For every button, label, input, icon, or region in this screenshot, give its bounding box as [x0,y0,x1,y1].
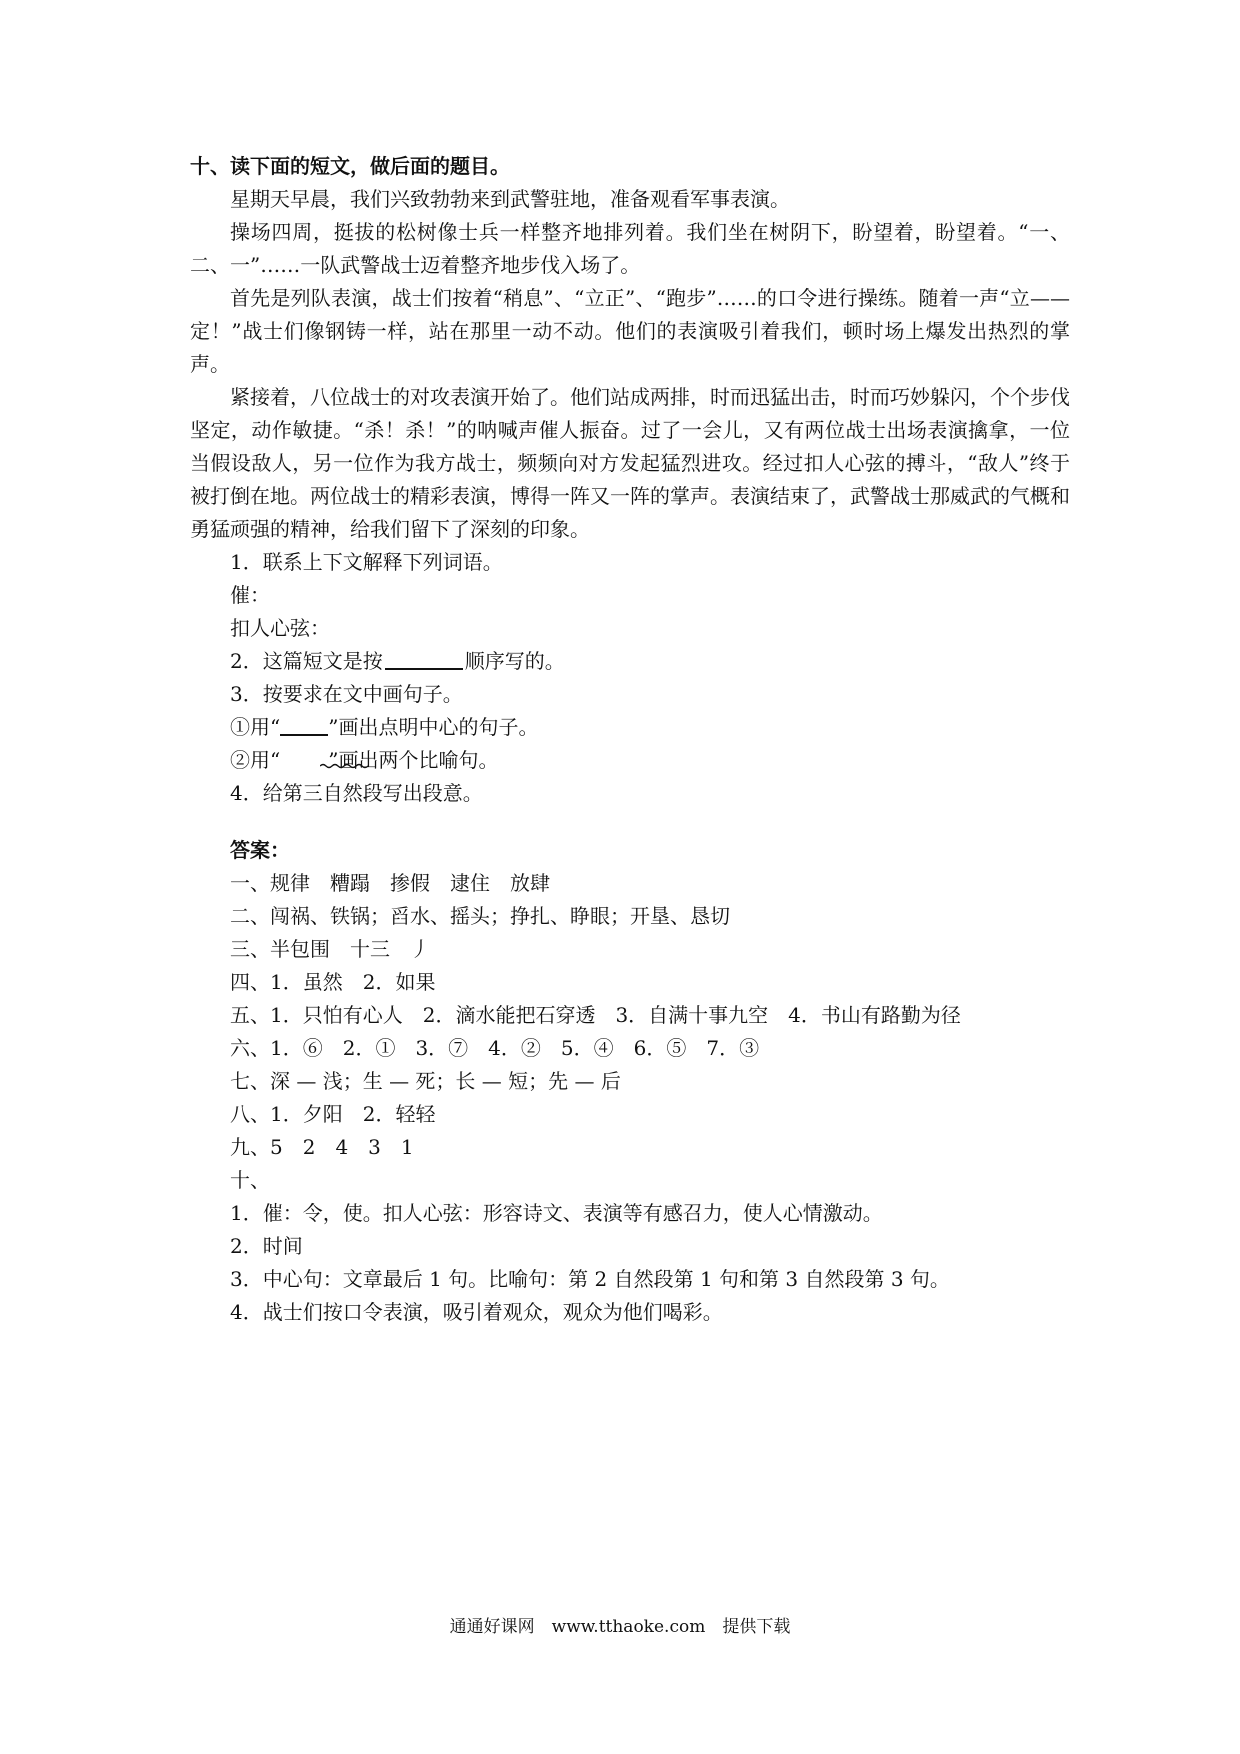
question-4: 4．给第三自然段写出段意。 [230,781,483,805]
passage-paragraph-3: 首先是列队表演，战士们按着“稍息”、“立正”、“跑步”……的口令进行操练。随着一声“立——定！”战士们像钢铸一样，站在那里一动不动。他们的表演吸引着我们，顿时场上爆发出热烈的掌声。 [190,286,1070,376]
question-3-a-suffix: ”画出点明中心的句子。 [328,715,539,739]
question-2 [190,645,1070,678]
answer-blank [385,650,463,670]
answer-line: 六、1．⑥ 2．① 3．⑦ 4．② 5．④ 6．⑤ 7．③ [230,1036,760,1060]
question-3: 3．按要求在文中画句子。 [230,682,463,706]
answer-line: 一、规律 糟蹋 掺假 逮住 放肆 [230,871,550,895]
answer-line: 2．时间 [230,1234,303,1258]
question-2-prefix: 2．这篇短文是按 [230,649,383,673]
document-body [190,150,1070,1329]
question-3-b [190,744,1070,777]
answer-line: 三、半包围 十三 丿 [230,937,430,961]
answer-line: 九、5 2 4 3 1 [230,1135,414,1159]
answers-heading: 答案： [230,838,290,862]
question-1-term-a: 催： [230,583,270,607]
question-2-suffix: 顺序写的。 [464,649,565,673]
passage-paragraph-2: 操场四周，挺拔的松树像士兵一样整齐地排列着。我们坐在树阴下，盼望着，盼望着。“一、二、一”……一队武警战士迈着整齐地步伐入场了。 [190,220,1070,277]
answer-line: 1．催：令，使。扣人心弦：形容诗文、表演等有感召力，使人心情激动。 [230,1201,883,1225]
question-3-b-suffix: ”画出两个比喻句。 [328,748,499,772]
straight-underline-sample [280,716,328,736]
wavy-underline-sample [280,746,328,764]
answer-line: 八、1．夕阳 2．轻轻 [230,1102,436,1126]
answer-line: 十、 [230,1168,270,1192]
answer-line: 四、1．虽然 2．如果 [230,970,436,994]
passage-paragraph-4: 紧接着，八位战士的对攻表演开始了。他们站成两排，时而迅猛出击，时而巧妙躲闪，个个步伐坚定，动作敏捷。“杀！杀！”的呐喊声催人振奋。过了一会儿，又有两位战士出场表演擒拿，一位当假设敌人，另一位作为我方战士，频频向对方发起猛烈进攻。经过扣人心弦的搏斗，“敌人”终于被打倒在地。两位战士的精彩表演，博得一阵又一阵的掌声。表演结束了，武警战士那威武的气概和勇猛顽强的精神，给我们留下了深刻的印象。 [190,385,1070,541]
answer-line: 五、1．只怕有心人 2．滴水能把石穿透 3．自满十事九空 4．书山有路勤为径 [230,1003,961,1027]
answer-line: 4．战士们按口令表演，吸引着观众，观众为他们喝彩。 [230,1300,723,1324]
question-3-a [190,711,1070,744]
answer-line: 二、闯祸、铁锅；舀水、摇头；挣扎、睁眼；开垦、恳切 [230,904,730,928]
question-1-term-b: 扣人心弦： [230,616,330,640]
section-heading: 十、读下面的短文，做后面的题目。 [190,154,510,178]
answer-line: 3．中心句：文章最后 1 句。比喻句：第 2 自然段第 1 句和第 3 自然段第 3 句。 [230,1267,950,1291]
answer-line: 七、深 — 浅；生 — 死；长 — 短；先 — 后 [230,1069,621,1093]
question-1: 1．联系上下文解释下列词语。 [230,550,503,574]
question-3-b-prefix: ②用“ [230,748,281,772]
passage-paragraph-1: 星期天早晨，我们兴致勃勃来到武警驻地，准备观看军事表演。 [230,187,790,211]
page-footer: 通通好课网 www.tthaoke.com 提供下载 [449,1617,791,1637]
question-3-a-prefix: ①用“ [230,715,281,739]
